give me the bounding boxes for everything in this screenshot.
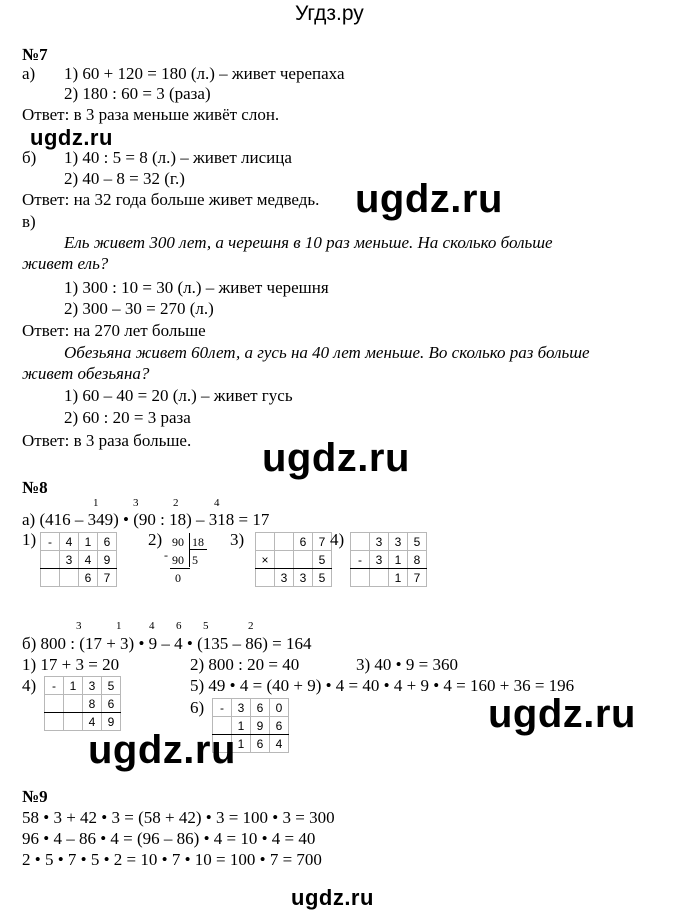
digit: 4: [270, 735, 289, 753]
calc-8a-2-rest: 0: [175, 571, 181, 585]
order-mark: 3: [76, 620, 82, 632]
digit: [294, 551, 313, 569]
digit: 3: [370, 533, 389, 551]
digit: [60, 569, 79, 587]
task-7b-answer: Ответ: на 32 года больше живет медведь.: [22, 190, 320, 209]
digit: 7: [313, 533, 332, 551]
order-mark: 1: [116, 620, 122, 632]
task-9-line3: 2 • 5 • 7 • 5 • 2 = 10 • 7 • 10 = 100 • 7 = 700: [22, 850, 322, 869]
calc-sign: -: [351, 551, 370, 569]
order-mark: 2: [173, 497, 179, 509]
watermark: ugdz.ru: [262, 436, 410, 480]
calc-8a-3: [255, 532, 332, 587]
task-8a-label-3: 3): [230, 530, 245, 549]
watermark: ugdz.ru: [488, 692, 636, 736]
digit: 5: [313, 551, 332, 569]
task-7v-problem2-line2: живет обезьяна?: [22, 364, 150, 383]
digit: 3: [389, 533, 408, 551]
calc-8a-4: [350, 532, 427, 587]
task-9-title: №9: [22, 787, 48, 806]
calc-sign: -: [164, 548, 168, 562]
order-mark: 4: [149, 620, 155, 632]
calc-sign: -: [41, 533, 60, 551]
digit: 1: [389, 569, 408, 587]
digit: 8: [83, 695, 102, 713]
digit: 1: [79, 533, 98, 551]
digit: [256, 569, 275, 587]
digit: 9: [98, 551, 117, 569]
digit: [45, 695, 64, 713]
task-7b-label: б): [22, 148, 37, 167]
digit: [45, 713, 64, 731]
digit: [275, 533, 294, 551]
digit: 3: [294, 569, 313, 587]
digit: 3: [83, 677, 102, 695]
calc-sign: ×: [256, 551, 275, 569]
digit: 5: [313, 569, 332, 587]
task-7-title: №7: [22, 45, 48, 64]
watermark: ugdz.ru: [30, 125, 113, 150]
digit: [351, 533, 370, 551]
digit: 1: [232, 735, 251, 753]
task-7v-answer2: Ответ: в 3 раза больше.: [22, 431, 192, 450]
digit: 7: [408, 569, 427, 587]
digit: 6: [79, 569, 98, 587]
digit: 7: [98, 569, 117, 587]
task-7v-problem2-line1: Обезьяна живет 60лет, а гусь на 40 лет меньше. Во сколько раз больше: [64, 343, 590, 362]
task-8a-label-4: 4): [330, 530, 345, 549]
digit: 1: [232, 717, 251, 735]
task-7b-step1: 1) 40 : 5 = 8 (л.) – живет лисица: [64, 148, 292, 167]
task-8b-step1: 1) 17 + 3 = 20: [22, 655, 120, 674]
task-7a-step1: 1) 60 + 120 = 180 (л.) – живет черепаха: [64, 64, 345, 83]
digit: 1: [64, 677, 83, 695]
digit: [64, 695, 83, 713]
digit: 4: [83, 713, 102, 731]
task-8b-step5: 5) 49 • 4 = (40 + 9) • 4 = 40 • 4 + 9 • 4 = 160 + 36 = 196: [190, 676, 575, 695]
digit: [41, 551, 60, 569]
task-7a-step2: 2) 180 : 60 = 3 (раза): [64, 84, 211, 103]
digit: [256, 533, 275, 551]
task-7v-step2: 2) 300 – 30 = 270 (л.): [64, 299, 214, 318]
task-8a-label-2: 2): [148, 530, 163, 549]
digit: 3: [232, 699, 251, 717]
digit: 6: [294, 533, 313, 551]
order-mark: 1: [93, 497, 99, 509]
order-mark: 5: [203, 620, 209, 632]
order-mark: 2: [248, 620, 254, 632]
task-8a-expression: а) (416 – 349) • (90 : 18) – 318 = 17: [22, 510, 270, 529]
task-7b-step2: 2) 40 – 8 = 32 (г.): [64, 169, 185, 188]
digit: 5: [408, 533, 427, 551]
digit: [351, 569, 370, 587]
digit: [64, 713, 83, 731]
task-7v-problem1-line2: живет ель?: [22, 254, 109, 273]
digit: [275, 551, 294, 569]
task-7a-label: а): [22, 64, 36, 83]
task-8a-label-1: 1): [22, 530, 37, 549]
task-7v-label: в): [22, 212, 36, 231]
task-7v-step3: 1) 60 – 40 = 20 (л.) – живет гусь: [64, 386, 293, 405]
task-8b-label-6: 6): [190, 698, 205, 717]
digit: 6: [102, 695, 121, 713]
digit: 9: [102, 713, 121, 731]
task-9-line2: 96 • 4 – 86 • 4 = (96 – 86) • 4 = 10 • 4 = 40: [22, 829, 316, 848]
task-7a-answer: Ответ: в 3 раза меньше живёт слон.: [22, 105, 280, 124]
watermark: ugdz.ru: [355, 177, 503, 221]
task-8b-step2: 2) 800 : 20 = 40: [190, 655, 300, 674]
digit: 3: [60, 551, 79, 569]
digit: 4: [79, 551, 98, 569]
task-7v-step1: 1) 300 : 10 = 30 (л.) – живет черешня: [64, 278, 329, 297]
calc-8a-2-dividend: 90: [172, 535, 184, 549]
division-line: [170, 568, 190, 569]
digit: 3: [370, 551, 389, 569]
task-8b-step3: 3) 40 • 9 = 360: [356, 655, 458, 674]
site-header: Угдз.ру: [295, 2, 364, 25]
digit: 6: [270, 717, 289, 735]
calc-8a-2-quotient: 5: [192, 553, 198, 567]
order-mark: 4: [214, 497, 220, 509]
task-7v-problem1-line1: Ель живет 300 лет, а черешня в 10 раз меньше. На сколько больше: [64, 233, 553, 252]
task-9-line1: 58 • 3 + 42 • 3 = (58 + 42) • 3 = 100 • 3 = 300: [22, 808, 335, 827]
watermark: ugdz.ru: [291, 885, 374, 910]
task-8b-expression: б) 800 : (17 + 3) • 9 – 4 • (135 – 86) = 164: [22, 634, 312, 653]
order-mark: 6: [176, 620, 182, 632]
calc-sign: -: [45, 677, 64, 695]
digit: 9: [251, 717, 270, 735]
order-mark: 3: [133, 497, 139, 509]
calc-8b-4: [44, 676, 121, 731]
calc-8a-2-divisor: 18: [192, 535, 204, 549]
digit: 6: [98, 533, 117, 551]
digit: 8: [408, 551, 427, 569]
digit: 1: [389, 551, 408, 569]
task-7v-step4: 2) 60 : 20 = 3 раза: [64, 408, 191, 427]
digit: 5: [102, 677, 121, 695]
digit: [41, 569, 60, 587]
digit: 6: [251, 735, 270, 753]
calc-8a-1: [40, 532, 117, 587]
calc-8a-2-sub: 90: [172, 553, 184, 567]
digit: 3: [275, 569, 294, 587]
digit: 0: [270, 699, 289, 717]
watermark: ugdz.ru: [88, 728, 236, 772]
task-8-title: №8: [22, 478, 48, 497]
digit: 6: [251, 699, 270, 717]
digit: [370, 569, 389, 587]
task-7v-answer1: Ответ: на 270 лет больше: [22, 321, 206, 340]
task-8b-label-4: 4): [22, 676, 37, 695]
digit: 4: [60, 533, 79, 551]
calc-sign: -: [213, 699, 232, 717]
division-bar: [189, 533, 190, 567]
